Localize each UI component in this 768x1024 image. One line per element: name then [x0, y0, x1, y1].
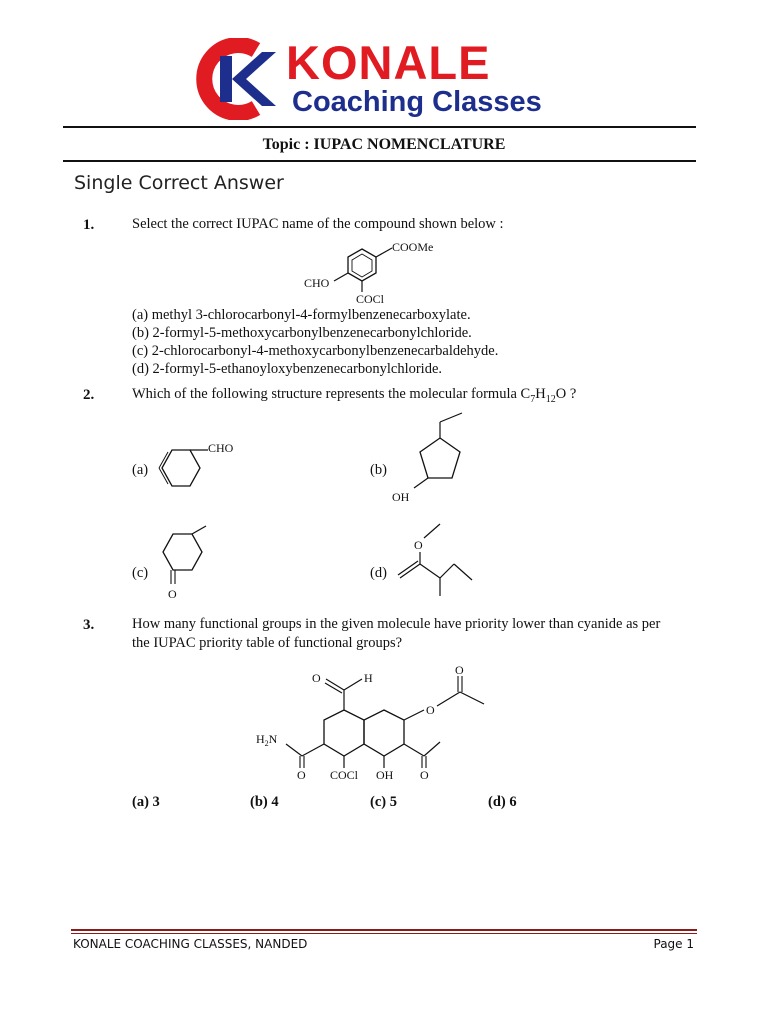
question-1-option-d: (d) 2-formyl-5-ethanoyloxybenzenecarbonylchloride. — [132, 361, 443, 377]
oh-label: OH — [376, 768, 394, 782]
question-1-structure — [280, 236, 440, 308]
aldehyde-o-label: O — [312, 671, 321, 685]
footer-page-number: Page 1 — [653, 937, 694, 951]
footer-rule-thin — [71, 933, 697, 934]
cocl-label: COCl — [330, 768, 359, 782]
coome-label: COOMe — [392, 240, 434, 254]
question-2-structure-d — [392, 518, 492, 598]
question-3-structure — [252, 662, 492, 787]
question-2-option-a-label: (a) — [132, 462, 149, 478]
question-3-answer-b: (b) 4 — [250, 794, 279, 810]
ketone-o-label: O — [420, 768, 429, 782]
question-3-answer-c: (c) 5 — [370, 794, 397, 810]
question-3-answer-d: (d) 6 — [488, 794, 517, 810]
question-1-option-a: (a) methyl 3-chlorocarbonyl-4-formylbenzenecarboxylate. — [132, 307, 471, 323]
h2n-label: $H_2N$ — [256, 732, 278, 748]
o-label: O — [168, 587, 177, 601]
question-2-structure-c — [148, 522, 238, 602]
aldehyde-h-label: H — [364, 671, 373, 685]
question-1-option-b: (b) 2-formyl-5-methoxycarbonylbenzenecarbonylchloride. — [132, 325, 472, 341]
question-1-number: 1. — [83, 217, 95, 233]
question-2-option-d-label: (d) — [370, 565, 387, 581]
footer-rule-thick — [71, 929, 697, 931]
footer-institute: KONALE COACHING CLASSES, NANDED — [73, 937, 308, 951]
section-title: Single Correct Answer — [74, 172, 284, 194]
ester-carbonyl-o-label: O — [455, 663, 464, 677]
topic-heading: Topic : IUPAC NOMENCLATURE — [262, 136, 506, 153]
cho-label: CHO — [208, 441, 234, 455]
question-2-structure-a — [150, 438, 260, 498]
konale-k-emblem-icon — [190, 38, 290, 120]
cho-label: CHO — [304, 276, 330, 290]
header-top-rule — [63, 126, 696, 128]
brand-name: KONALE — [286, 36, 491, 89]
header-bottom-rule — [63, 160, 696, 162]
question-3-answer-a: (a) 3 — [132, 794, 160, 810]
question-1-text: Select the correct IUPAC name of the compound shown below : — [132, 216, 504, 232]
oh-label: OH — [392, 490, 410, 504]
question-3-text-line-2: the IUPAC priority table of functional groups? — [132, 635, 403, 651]
question-2-option-c-label: (c) — [132, 565, 149, 581]
question-3-number: 3. — [83, 617, 95, 633]
amide-o-label: O — [297, 768, 306, 782]
ester-o-label: O — [426, 703, 435, 717]
question-2-text: Which of the following structure represents the molecular formula $C_7H_{12}O$ ? — [132, 386, 577, 405]
brand-subtitle: Coaching Classes — [292, 86, 542, 118]
question-2-structure-b — [388, 408, 488, 508]
cocl-label: COCl — [356, 292, 385, 306]
brand-logo — [190, 38, 582, 120]
question-1-option-c: (c) 2-chlorocarbonyl-4-methoxycarbonylbenzenecarbaldehyde. — [132, 343, 499, 359]
question-2-option-b-label: (b) — [370, 462, 387, 478]
o-label: O — [414, 538, 423, 552]
question-2-number: 2. — [83, 387, 95, 403]
question-3-text-line-1: How many functional groups in the given molecule have priority lower than cyanide as per — [132, 616, 661, 632]
